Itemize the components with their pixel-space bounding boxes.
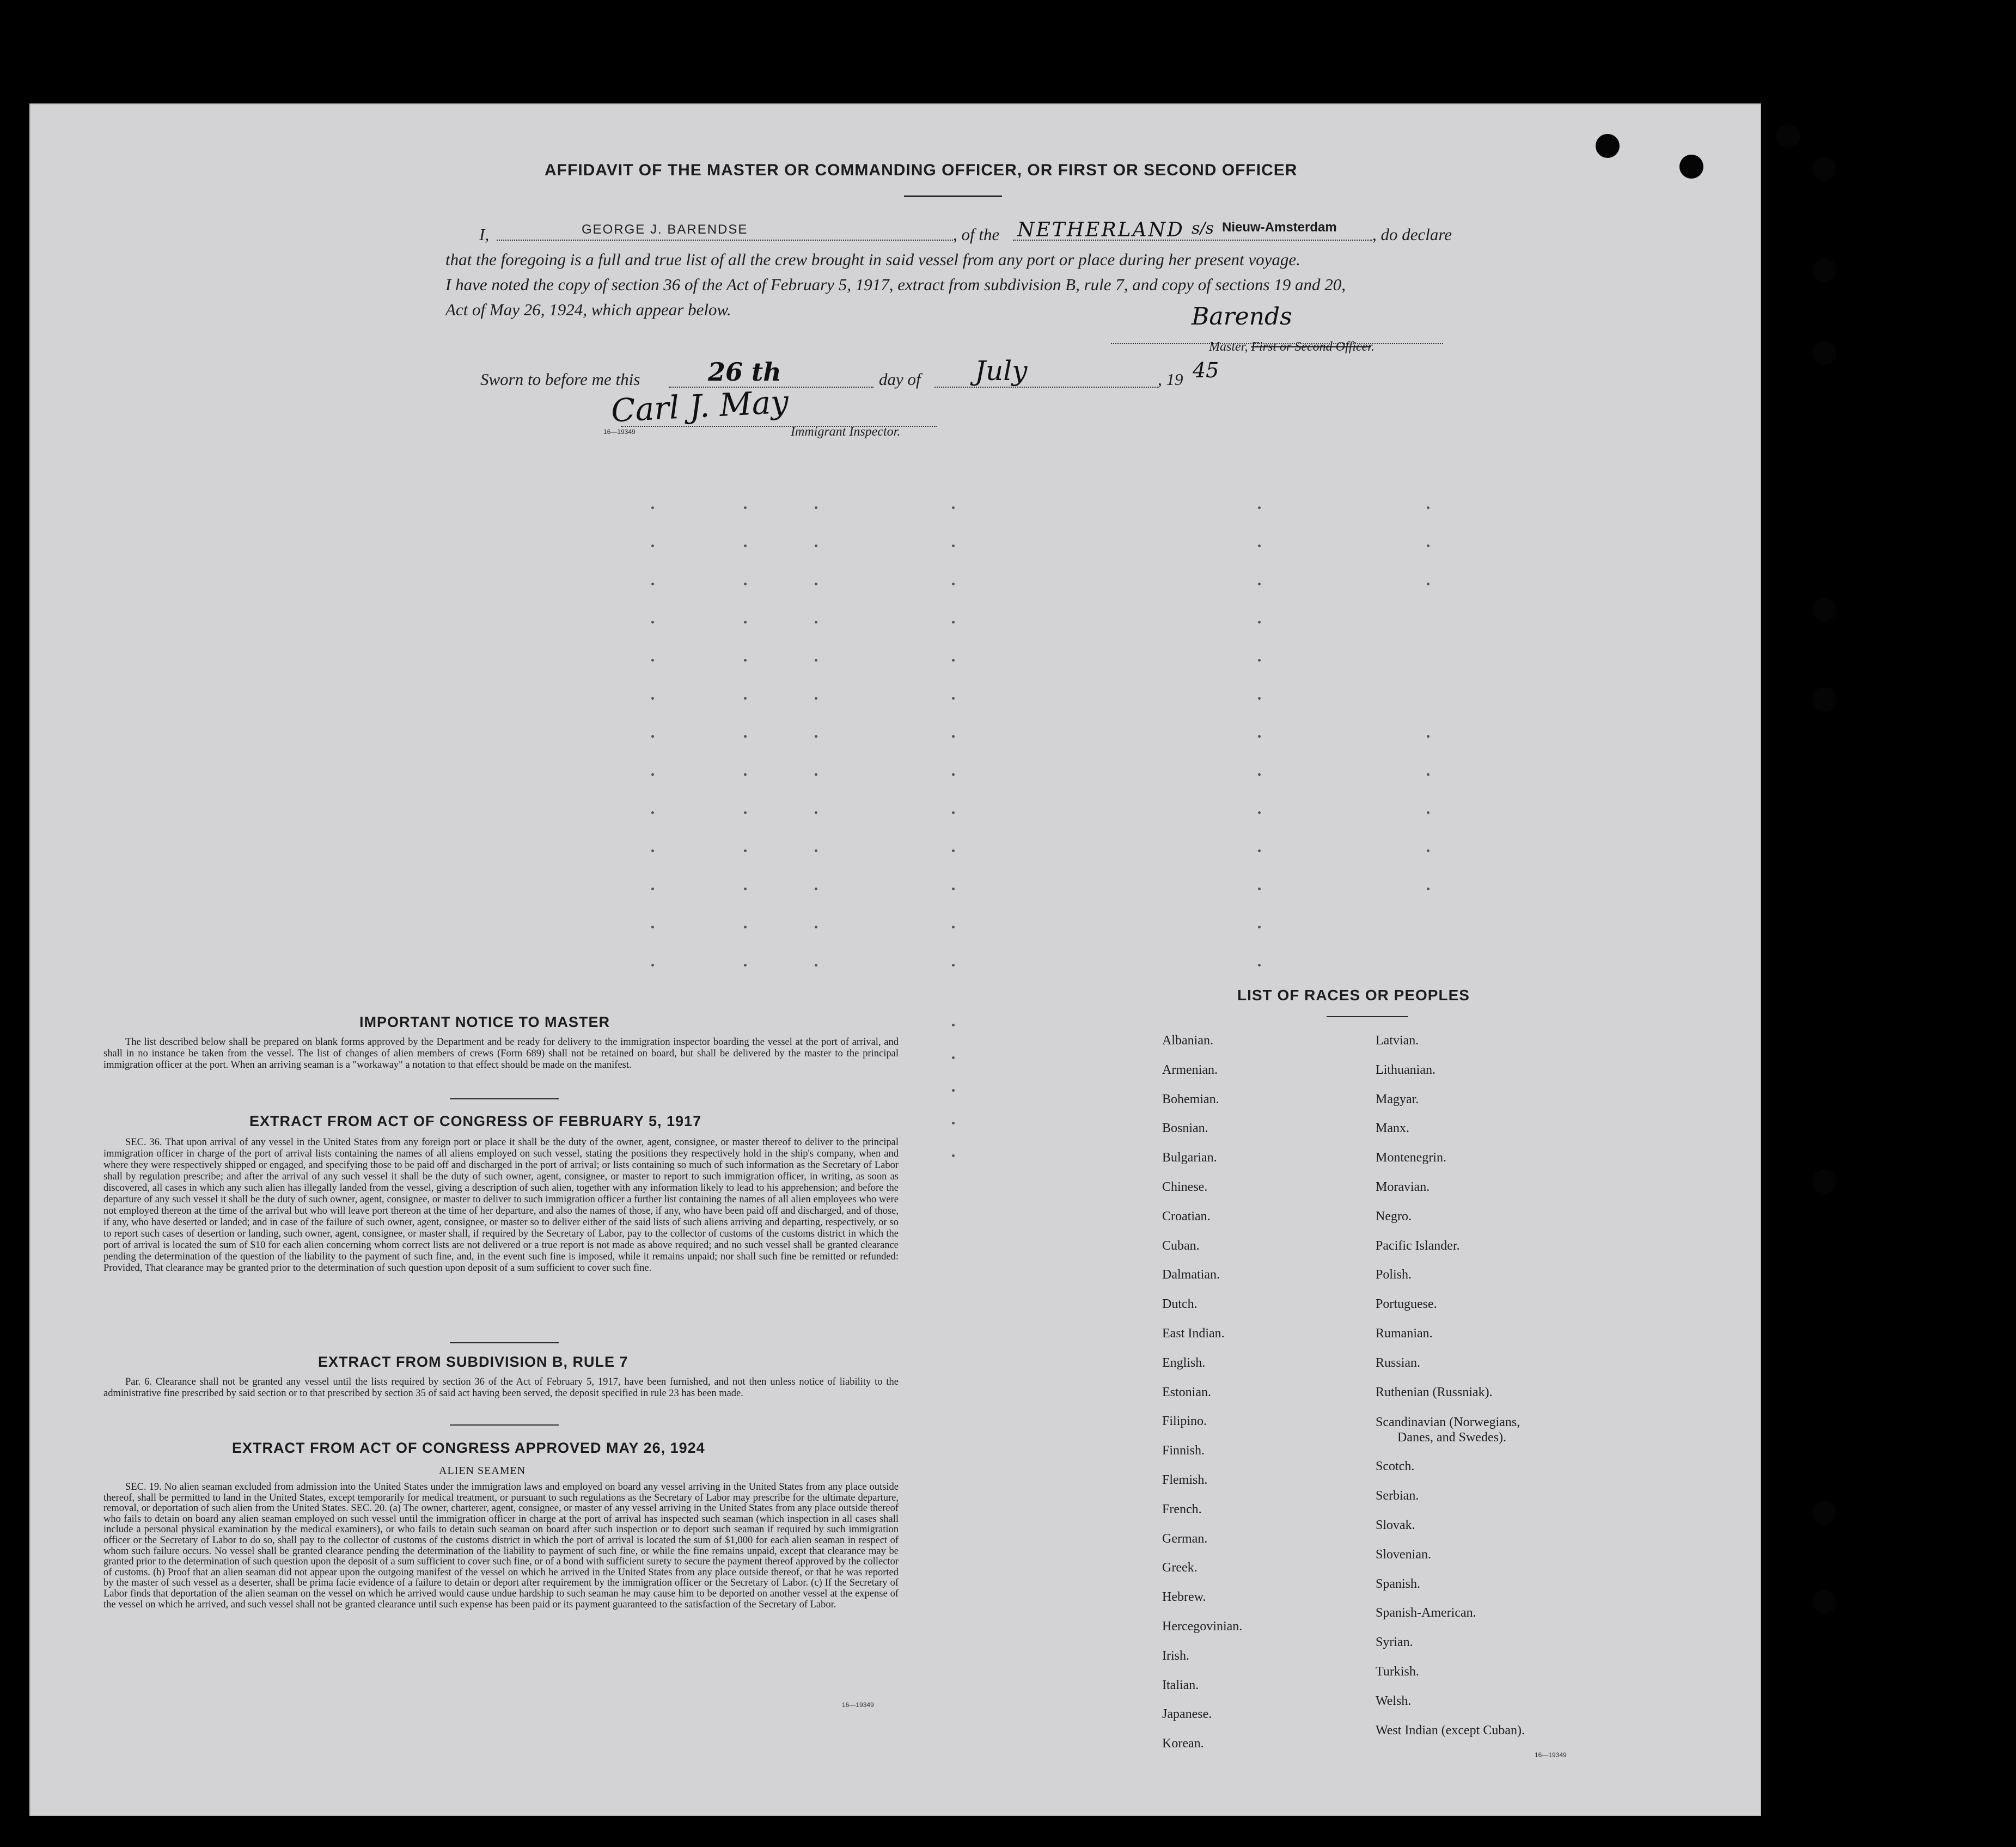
race-item: Negro.	[1376, 1209, 1412, 1224]
race-item: Welsh.	[1376, 1693, 1412, 1708]
race-item: Irish.	[1162, 1648, 1189, 1663]
of-the-label: , of the	[953, 225, 1000, 244]
punch-hole	[1812, 598, 1836, 622]
sworn-month: July	[975, 355, 1028, 387]
race-item: Japanese.	[1162, 1707, 1212, 1722]
year-prefix: , 19	[1158, 370, 1183, 389]
punch-hole	[1812, 1170, 1836, 1194]
races-divider	[1327, 1016, 1408, 1017]
race-item: Serbian.	[1376, 1489, 1419, 1503]
do-declare-label: , do declare	[1372, 225, 1452, 244]
race-item: Lithuanian.	[1376, 1062, 1435, 1077]
declaration-line-2: that the foregoing is a full and true list of all the crew brought in said vessel from any port or place during her present voyage.	[445, 250, 1300, 269]
race-item: Turkish.	[1376, 1664, 1419, 1679]
sworn-month-field	[934, 367, 1158, 388]
extract-1917-divider	[450, 1342, 559, 1343]
punch-hole	[1812, 1501, 1836, 1525]
races-title: LIST OF RACES OR PEOPLES	[1237, 987, 1470, 1004]
race-item: Slovenian.	[1376, 1547, 1431, 1562]
race-item: Croatian.	[1162, 1209, 1211, 1224]
vessel-name-stamp: Nieuw-Amsterdam	[1222, 220, 1337, 235]
race-item: Dalmatian.	[1162, 1268, 1220, 1282]
race-item: Bulgarian.	[1162, 1151, 1217, 1165]
race-item: Rumanian.	[1376, 1326, 1433, 1341]
race-item: Pacific Islander.	[1376, 1238, 1460, 1253]
race-item: Scotch.	[1376, 1459, 1415, 1474]
declaration-line-4: Act of May 26, 1924, which appear below.	[445, 300, 731, 319]
vessel-prefix: s/s	[1192, 219, 1214, 238]
race-item: Estonian.	[1162, 1385, 1211, 1399]
race-item: Moravian.	[1376, 1179, 1430, 1194]
notice-divider	[450, 1098, 559, 1099]
year-suffix: 45	[1193, 358, 1219, 382]
punch-hole	[1679, 155, 1703, 179]
master-label: Master, First or Second Officer.	[1209, 340, 1374, 354]
races-form-number: 16—19349	[1535, 1751, 1567, 1759]
race-item: Hebrew.	[1162, 1590, 1206, 1605]
race-item: Magyar.	[1376, 1092, 1419, 1106]
notice-body: The list described below shall be prepared on blank forms approved by the Department and be ready for delivery to the immigration inspector boarding the vessel at the port of arrival, and shall in no instance be taken from the vessel. The list of changes of alien members of crews (Form 689) shall not be retained on board, but shall be delivered by the master to the principal immigration officer at the port. When an arriving seaman is a "workaway" a notation to that effect should be made on the manifest.	[103, 1037, 899, 1071]
extract-1917-title: EXTRACT FROM ACT OF CONGRESS OF FEBRUARY 5, 1917	[249, 1113, 702, 1129]
sworn-label: Sworn to before me this	[480, 370, 640, 389]
race-item: Bosnian.	[1162, 1121, 1208, 1136]
races-column-1	[1162, 1026, 1242, 1759]
subdivision-b-body: Par. 6. Clearance shall not be granted any vessel until the lists required by section 36 of the Act of February 5, 1917, have been furnished, and not then unless notice of liability to the administrative fine prescribed by said section or to that prescribed by section 35 of said act having been served, the deposit specified in rule 23 has been made.	[103, 1377, 899, 1399]
race-item: Albanian.	[1162, 1033, 1213, 1048]
struck-officer-title: First or Second Officer	[1251, 340, 1371, 354]
race-item: West Indian (except Cuban).	[1376, 1723, 1525, 1738]
day-of-label: day of	[879, 370, 921, 389]
inspector-label: Immigrant Inspector.	[791, 425, 901, 439]
inspector-signature: Carl J. May	[610, 383, 790, 430]
form-number: 16—19349	[603, 428, 636, 436]
race-item: Russian.	[1376, 1355, 1421, 1370]
race-item: German.	[1162, 1531, 1208, 1546]
race-item: Spanish-American.	[1376, 1606, 1476, 1620]
punch-hole	[1776, 124, 1800, 148]
race-item: Flemish.	[1162, 1472, 1208, 1487]
sworn-day: 26 th	[708, 357, 781, 387]
race-item: Polish.	[1376, 1268, 1412, 1282]
race-item: French.	[1162, 1502, 1202, 1516]
bleed-through-marks	[577, 452, 1694, 1187]
race-item: Italian.	[1162, 1678, 1199, 1692]
race-item: Hercegovinian.	[1162, 1619, 1243, 1634]
race-item: Armenian.	[1162, 1062, 1218, 1077]
master-name: GEORGE J. BARENDSE	[582, 222, 748, 237]
race-item: Danes, and Swedes).	[1397, 1430, 1506, 1445]
i-label: I,	[479, 225, 490, 244]
race-item: Finnish.	[1162, 1444, 1205, 1458]
race-item: Syrian.	[1376, 1635, 1413, 1650]
race-item: Bohemian.	[1162, 1092, 1219, 1106]
punch-hole	[1812, 1590, 1836, 1614]
race-item: Filipino.	[1162, 1414, 1207, 1429]
subdivision-b-title: EXTRACT FROM SUBDIVISION B, RULE 7	[318, 1354, 628, 1370]
race-item: Montenegrin.	[1376, 1151, 1446, 1165]
master-signature: Barends	[1192, 303, 1292, 331]
punch-hole	[1812, 687, 1836, 711]
notice-title: IMPORTANT NOTICE TO MASTER	[359, 1014, 610, 1030]
race-item: Spanish.	[1376, 1576, 1421, 1591]
race-item: Ruthenian (Russniak).	[1376, 1385, 1493, 1399]
alien-seamen-subtitle: ALIEN SEAMEN	[439, 1465, 526, 1477]
vessel-country: NETHERLAND	[1017, 219, 1184, 241]
race-item: Slovak.	[1376, 1518, 1415, 1532]
race-item: Cuban.	[1162, 1238, 1200, 1253]
race-item: Chinese.	[1162, 1179, 1208, 1194]
punch-hole	[1812, 341, 1836, 365]
race-item: English.	[1162, 1355, 1206, 1370]
punch-hole	[1596, 134, 1620, 158]
declaration-line-1	[479, 221, 489, 248]
race-item: Portuguese.	[1376, 1297, 1437, 1312]
extract-1917-body: SEC. 36. That upon arrival of any vessel in the United States from any foreign port or place it shall be the duty of the owner, agent, consignee, or master thereof to deliver to the principal immigration officer in charge of the port of arrival lists containing the names of all aliens employed on such vessel, stating the positions they respectively hold in the ship's company, when and where they were respectively shipped or engaged, and specifying those to be paid off and discharged in the port of arrival; or lists containing so much of such information as the Secretary of Labor shall by regulation prescribe; and after the arrival of any such vessel it shall be the duty of such owner, agent, consignee, or master to report to such immigration officer, in writing, as soon as discovered, all cases in which any such alien has illegally landed from the vessel, giving a description of such alien, together with any information likely to lead to his apprehension; and before the departure of any such vessel it shall be the duty of such owner, agent, consignee, or master to deliver to such immigration officer a further list containing the names of all alien employees who were not employed thereon at the time of the arrival but who will leave port thereon at the time of her departure, and also the names of those, if any, who have been paid off and discharged, and of those, if any, who have deserted or landed; and in case of the failure of such owner, agent, consignee, or master so to deliver either of the said lists of such aliens arriving and departing, respectively, or so to report such cases of desertion or landing, such owner, agent, consignee, or master shall, if required by the Secretary of Labor, pay to the collector of customs of the customs district in which the port of arrival is located the sum of $10 for each alien concerning whom correct lists are not delivered or a true report is not made as above required; and no such vessel shall be granted clearance pending the determination of the question of the liability to the payment of such fine, and, in the event such fine is imposed, while it remains unpaid; nor shall such fine be remitted or refunded: Provided, That clearance may be granted prior to the determination of such question upon deposit of a sum sufficient to cover such fine.	[103, 1137, 899, 1274]
subdivision-b-divider	[450, 1424, 559, 1426]
master-title: Master,	[1209, 340, 1248, 354]
races-column-2	[1376, 1026, 1525, 1745]
punch-hole	[1812, 157, 1836, 181]
race-item: Manx.	[1376, 1121, 1409, 1136]
title-divider	[904, 195, 1002, 197]
race-item: Dutch.	[1162, 1297, 1198, 1312]
affidavit-title: AFFIDAVIT OF THE MASTER OR COMMANDING OFFICER, OR FIRST OR SECOND OFFICER	[545, 161, 1298, 179]
race-item: Greek.	[1162, 1561, 1198, 1575]
declaration-line-3: I have noted the copy of section 36 of the Act of February 5, 1917, extract from subdivision B, rule 7, and copy of sections 19 and 20,	[445, 275, 1346, 294]
extract-1924-body: SEC. 19. No alien seaman excluded from admission into the United States under the immigration laws and employed on board any vessel arriving in the United States from any place outside thereof, shall be permitted to land in the United States, except temporarily for medical treatment, or pursuant to such regulations as the Secretary of Labor may prescribe for the ultimate departure, removal, or deportation of such alien from the United States. SEC. 20. (a) The owner, charterer, agent, consignee, or master of any vessel arriving in the United States from any place outside thereof who fails to detain on board any alien seaman employed on such vessel until the immigration officer in charge at the port of arrival has inspected such seaman (which inspection in all cases shall include a personal physical examination by the medical examiners), or who fails to detain such seaman on board after such inspection or to deport such seaman if required by such immigration officer or the Secretary of Labor to do so, shall pay to the collector of customs of the customs district in which the port of arrival is located the sum of $1,000 for each alien seaman in respect of whom such failure occurs. No vessel shall be granted clearance pending the determination of the liability to payment of such fine, or while the fine remains unpaid, except that clearance may be granted prior to the determination of such question upon the deposit of a sum sufficient to cover such fine, or of a bond with sufficient surety to secure the payment thereof approved by the collector of customs. (b) Proof that an alien seaman did not appear upon the outgoing manifest of the vessel on which he arrived in the United States from any place outside thereof, or that he was reported by the master of such vessel as a deserter, shall be prima facie evidence of a failure to detain or deport after requirement by the immigration officer or the Secretary of Labor. (c) If the Secretary of Labor finds that deportation of the alien seaman on the vessel on which he arrived would cause undue hardship to such seaman he may cause him to be deported on another vessel at the expense of the vessel on which he arrived, and such vessel shall not be granted clearance until such expense has been paid or its payment guaranteed to the satisfaction of the Secretary of Labor.	[103, 1482, 899, 1610]
extract-1924-title: EXTRACT FROM ACT OF CONGRESS APPROVED MAY 26, 1924	[232, 1440, 705, 1456]
race-item: East Indian.	[1162, 1326, 1225, 1341]
extract-form-number: 16—19349	[842, 1701, 874, 1709]
punch-hole	[1812, 258, 1836, 282]
race-item: Korean.	[1162, 1736, 1204, 1751]
race-item: Latvian.	[1376, 1033, 1419, 1048]
race-item: Scandinavian (Norwegians,	[1376, 1415, 1520, 1430]
